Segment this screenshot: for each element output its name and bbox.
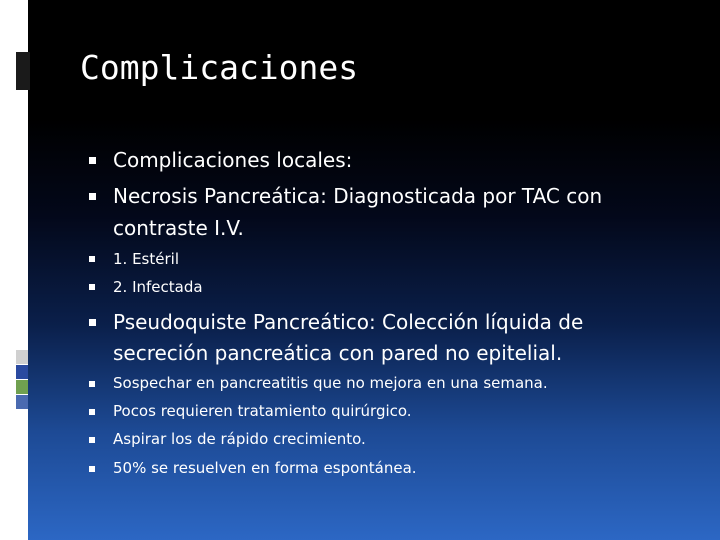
decorative-square	[16, 52, 30, 90]
list-item: 2. Infectada	[113, 278, 203, 296]
decorative-square	[16, 395, 28, 409]
bullet-icon	[89, 466, 95, 472]
list-item: Complicaciones locales:	[113, 148, 353, 172]
list-item: Pseudoquiste Pancreático: Colección líquida de	[113, 310, 584, 334]
bullet-icon	[89, 193, 96, 200]
list-item: 1. Estéril	[113, 250, 179, 268]
list-item: Necrosis Pancreática: Diagnosticada por TAC con	[113, 184, 603, 208]
bullet-icon	[89, 157, 96, 164]
decorative-square	[16, 380, 28, 394]
bullet-icon	[89, 381, 95, 387]
list-item: Pocos requieren tratamiento quirúrgico.	[113, 402, 412, 420]
decorative-square	[16, 350, 28, 364]
list-item-continuation: secreción pancreática con pared no epitelial.	[113, 341, 563, 365]
bullet-icon	[89, 409, 95, 415]
list-item: Sospechar en pancreatitis que no mejora en una semana.	[113, 374, 548, 392]
list-item: Aspirar los de rápido crecimiento.	[113, 430, 366, 448]
list-item: 50% se resuelven en forma espontánea.	[113, 459, 417, 477]
bullet-icon	[89, 284, 95, 290]
decorative-square	[16, 365, 28, 379]
list-item-continuation: contraste I.V.	[113, 216, 244, 240]
bullet-icon	[89, 437, 95, 443]
bullet-icon	[89, 256, 95, 262]
bullet-icon	[89, 319, 96, 326]
slide-title: Complicaciones	[80, 48, 359, 87]
